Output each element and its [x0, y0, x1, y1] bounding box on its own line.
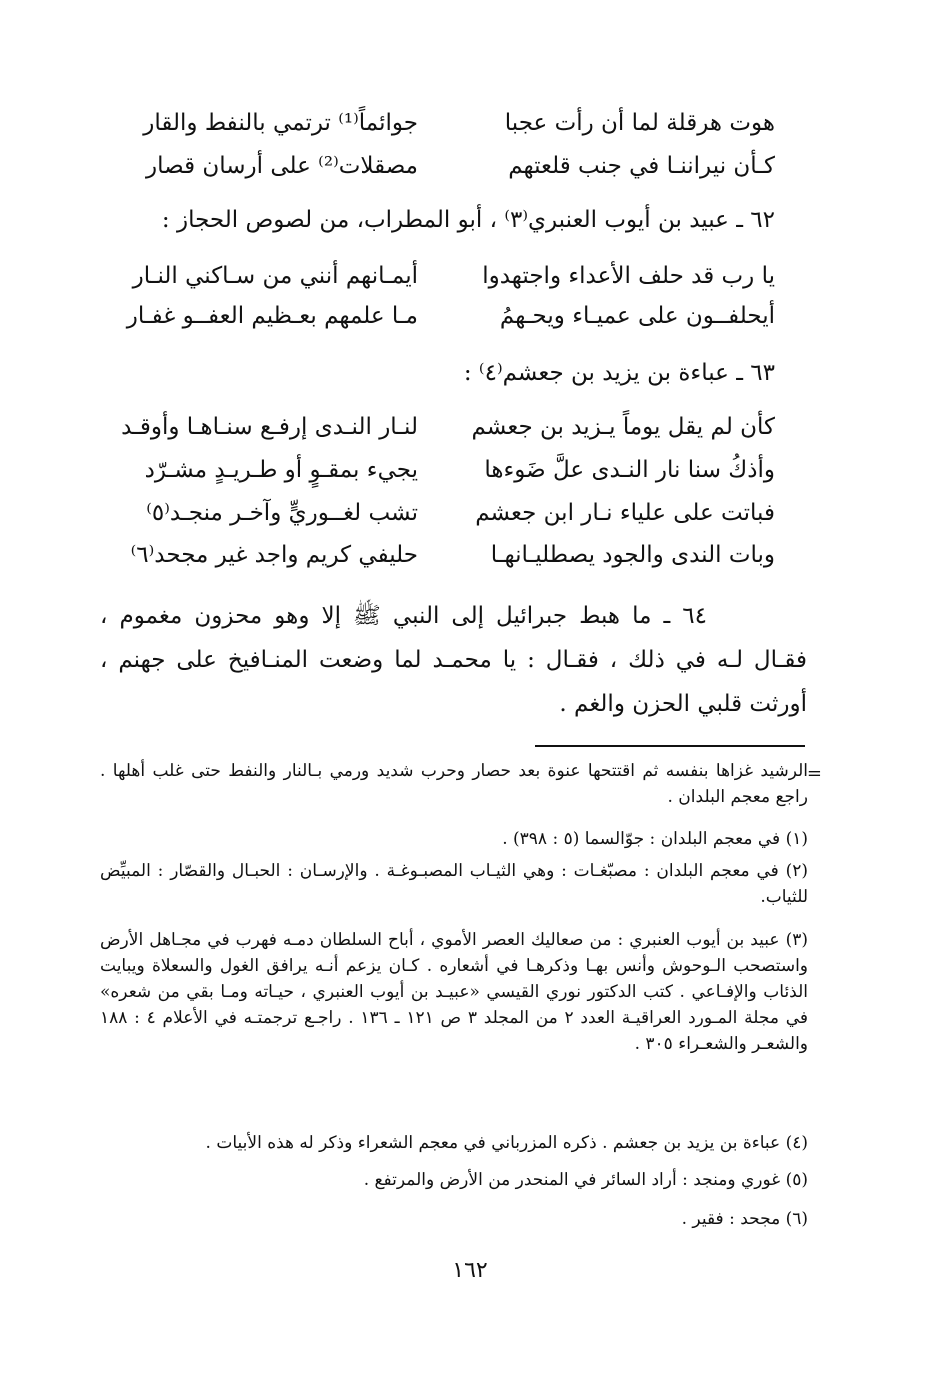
- verse-line: [100, 414, 800, 454]
- footnote-4: (٤) عباءة بن يزيد بن جعشم . ذكره المزرباني في معجم الشعراء وذكر له هذه الأبيات .: [205, 1133, 808, 1153]
- footnote-5: (٥) غوري ومنجد : أراد السائر في المنحدر من الأرض والمرتفع .: [363, 1170, 808, 1190]
- entry-heading-63: ٦٣ ـ عباءة بن يزيد بن جعشم⁽٤⁾ :: [463, 360, 775, 386]
- footnote-2: (٢) في معجم البلدان : مصبّغـات : وهي الثيـاب المصبـوغـة . والإرسـان : الحبـال والقصّار : المبيِّض للثياب.: [100, 861, 808, 907]
- verse-first-hemistich: وبات الندى والجود يصطليـانهـا: [490, 542, 775, 568]
- verse-first-hemistich: فباتت على علياء نـار ابن جعشم: [475, 500, 775, 526]
- verse-line: [100, 542, 800, 582]
- verse-line: [100, 500, 800, 540]
- verse-line: [100, 110, 800, 150]
- verse-line: [100, 303, 800, 343]
- verse-line: [100, 153, 800, 193]
- footnote-separator: [535, 745, 805, 747]
- verse-second-hemistich: جوائماً⁽¹⁾ ترتمي بالنفط والقار: [143, 110, 418, 136]
- footnote-6: (٦) مجحد : فقير .: [681, 1209, 808, 1229]
- verse-second-hemistich: تشب لغــوريٍّ وآخـر منجـد⁽٥⁾: [146, 500, 418, 526]
- verse-second-hemistich: يجيء بمقـوٍ أو طـريـدٍ مشـرّد: [144, 457, 418, 483]
- entry-paragraph-64: ٦٤ ـ ما هبط جبرائيل إلى النبي ﷺ إلا وهو محزون مغموم ، فقـال لـه في ذلك ، فقـال : يا محمـد لما وضعت المنـافيخ على جهنم ، أورثت قلبي الحزن والغم .: [100, 603, 807, 717]
- verse-second-hemistich: أيمـانهم أنني من سـاكني النـار: [132, 263, 418, 289]
- verse-first-hemistich: كأن لم يقل يوماً يـزيد بن جعشم: [471, 414, 775, 440]
- footnote-continuation: الرشيد غزاها بنفسه ثم اقتتحها عنوة بعد حصار وحرب شديد ورمي بـالنار والنفط حتى غلب أهلها . راجع معجم البلدان .: [100, 761, 808, 807]
- verse-line: [100, 263, 800, 303]
- verse-first-hemistich: كـأن نيراننـا في جنب قلعتهم: [508, 153, 775, 179]
- page-number: ١٦٢: [452, 1258, 488, 1283]
- verse-first-hemistich: وأذكُ سنا نار النـدى علَّ ضَوءها: [484, 457, 775, 483]
- continuation-mark: =: [806, 763, 822, 784]
- verse-second-hemistich: مـا علمهم بعـظيم العفــو غفـار: [126, 303, 418, 329]
- verse-first-hemistich: أيحلفــون على عميـاء ويحـهمُ: [499, 303, 775, 329]
- footnote-1: (١) في معجم البلدان : جوّالسما (٥ : ٣٩٨) .: [502, 829, 808, 849]
- footnote-3: (٣) عبيد بن أيوب العنبري : من صعاليك العصر الأموي ، أباح السلطان دمـه فهرب في مجـاهل الأرض واستصحب الـوحوش وأنس بهـا وذكرهـا في أشعاره . كـان يزعم أنـه يرافق الغول والسعلاة ويبايت الذئاب والإفـاعي . كتب الدكتور نوري القيسي «عبيـد بن أيوب العنبري ، حيـاته ومـا بقي من شعره» في مجلة المـورد العراقيـة العدد ٢ من المجلد ٣ ص ١٢١ ـ ١٣٦ . راجـع ترجمتـه في الأعلام ٤ : ١٨٨ والشعـر والشعـراء ٣٠٥ .: [100, 930, 808, 1054]
- verse-line: [100, 457, 800, 497]
- entry-heading-62: ٦٢ ـ عبيد بن أيوب العنبري⁽٣⁾ ، أبو المطراب، من لصوص الحجاز :: [161, 207, 775, 233]
- verse-first-hemistich: هوت هرقلة لما أن رأت عجبا: [504, 110, 775, 136]
- verse-second-hemistich: حليفي كريم واجد غير مجحد⁽٦⁾: [130, 542, 418, 568]
- verse-second-hemistich: مصقلات⁽²⁾ على أرسان قصار: [146, 153, 418, 179]
- verse-second-hemistich: لنـار النـدى إرفـع سنـاهـا وأوقـد: [121, 414, 418, 440]
- verse-first-hemistich: يا رب قد حلف الأعداء واجتهدوا: [482, 263, 775, 289]
